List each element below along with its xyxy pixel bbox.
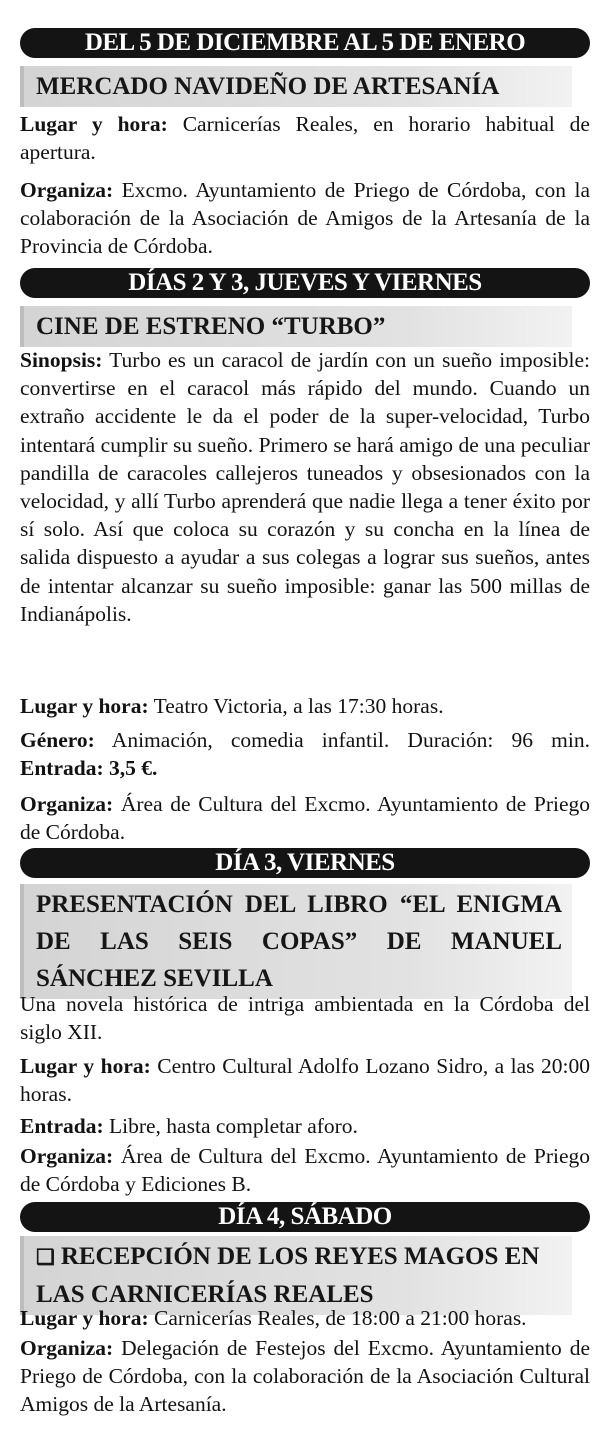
field-label: Organiza: (20, 1144, 114, 1168)
date-heading: DEL 5 DE DICIEMBRE AL 5 DE ENERO (20, 28, 590, 58)
event-paragraph (20, 1334, 590, 1419)
field-value: Libre, hasta completar aforo. (103, 1114, 358, 1138)
field-value: Excmo. Ayuntamiento de Priego de Córdoba, con la colaboración de la Asociación de Amigos de la Artesanía de la Provincia de Córdoba. (20, 178, 590, 259)
field-label: Organiza: (20, 792, 114, 816)
field-value: Centro Cultural Adolfo Lozano Sidro, a las 20:00 horas. (20, 1054, 590, 1107)
field-value: Delegación de Festejos del Excmo. Ayuntamiento de Priego de Córdoba, con la colaboración de la Asociación Cultural Amigos de la Artesanía. (20, 1336, 590, 1417)
event-paragraph (20, 1304, 590, 1332)
event-paragraph (20, 1052, 590, 1108)
field-label: Sinopsis: (20, 348, 103, 372)
field-value: Área de Cultura del Excmo. Ayuntamiento de Priego de Córdoba. (20, 792, 590, 845)
field-value: Teatro Victoria, a las 17:30 horas. (148, 694, 444, 718)
field-value: Turbo es un caracol de jardín con un sueño imposible: convertirse en el caracol más rápido del mundo. Cuando un extraño accidente le da el poder de la super-velocidad, Turbo intentará cumplir su sueño. Primero se hará amigo de una peculiar pandilla de caracoles callejeros tuneados y obsesionados con la velocidad, y allí Turbo aprenderá que nadie llega a tener éxito por sí solo. Así que coloca su corazón y su concha en la línea de salida dispuesto a ayudar a sus colegas a lograr sus sueños, antes de intentar alcanzar su sueño imposible: ganar las 500 millas de Indianápolis. (20, 348, 590, 626)
field-label: Lugar y hora: (20, 112, 168, 136)
event-paragraph (20, 1142, 590, 1198)
field-label: Lugar y hora: (20, 1054, 151, 1078)
field-value: Área de Cultura del Excmo. Ayuntamiento de Priego de Córdoba y Ediciones B. (20, 1144, 590, 1197)
event-paragraph (20, 176, 590, 261)
field-label: Organiza: (20, 178, 114, 202)
event-title-text: RECEPCIÓN DE LOS REYES MAGOS EN LAS CARNICERÍAS REALES (36, 1243, 540, 1308)
date-heading: DÍA 4, SÁBADO (20, 1202, 590, 1232)
event-paragraph (20, 692, 590, 720)
checkbox-bullet-icon: ❑ (36, 1245, 55, 1269)
field-value: Animación, comedia infantil. Duración: 96 min. (94, 728, 590, 752)
event-paragraph (20, 790, 590, 846)
date-heading: DÍA 3, VIERNES (20, 848, 590, 878)
field-value: Una novela histórica de intriga ambientada en la Córdoba del siglo XII. (20, 992, 590, 1045)
event-paragraph (20, 726, 590, 782)
event-paragraph (20, 346, 590, 628)
field-label: Género: (20, 728, 95, 752)
field-value: Carnicerías Reales, en horario habitual de apertura. (20, 112, 590, 165)
field-label: Organiza: (20, 1336, 114, 1360)
date-heading: DÍAS 2 Y 3, JUEVES Y VIERNES (20, 268, 590, 298)
event-title: PRESENTACIÓN DEL LIBRO “EL ENIGMA DE LAS SEIS COPAS” DE MANUEL SÁNCHEZ SEVILLA (20, 884, 572, 999)
event-title: CINE DE ESTRENO “TURBO” (20, 306, 572, 347)
event-paragraph (20, 990, 590, 1046)
event-title: MERCADO NAVIDEÑO DE ARTESANÍA (20, 66, 572, 107)
field-value: Carnicerías Reales, de 18:00 a 21:00 horas. (148, 1306, 527, 1330)
event-paragraph (20, 1112, 590, 1140)
event-paragraph (20, 110, 590, 166)
field-label: Entrada: (20, 1114, 104, 1138)
field-label: Entrada: 3,5 €. (20, 756, 158, 781)
field-label: Lugar y hora: (20, 1306, 149, 1330)
field-label: Lugar y hora: (20, 694, 149, 718)
